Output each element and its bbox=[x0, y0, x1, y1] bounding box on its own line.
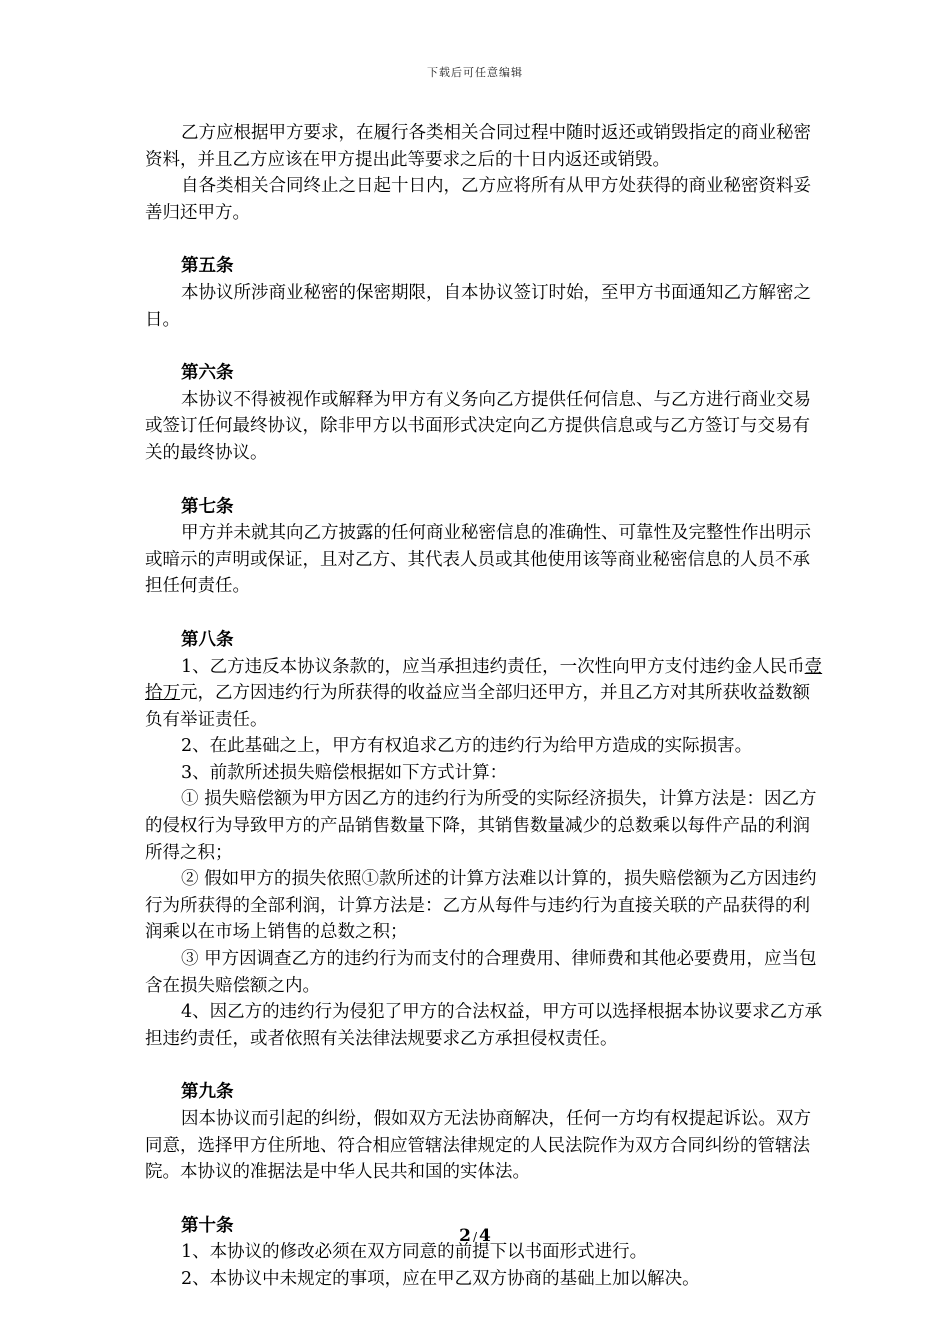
total-pages: 4 bbox=[479, 1226, 491, 1246]
article-10-title: 第十条 bbox=[181, 1215, 234, 1236]
article-8-title: 第八条 bbox=[181, 629, 234, 650]
article-9-title: 第九条 bbox=[181, 1082, 234, 1103]
article-5-title: 第五条 bbox=[181, 256, 234, 277]
page-number bbox=[0, 1226, 950, 1246]
paragraph: 自各类相关合同终止之日起十日内，乙方应将所有从甲方处获得的商业秘密资料妥善归还甲方。 bbox=[145, 176, 811, 223]
article-7-title: 第七条 bbox=[181, 496, 234, 517]
paragraph bbox=[145, 654, 825, 734]
paragraph: 1、本协议的修改必须在双方同意的前提下以书面形式进行。 bbox=[181, 1242, 648, 1263]
paragraph: 3、前款所述损失赔偿根据如下方式计算： bbox=[181, 762, 508, 783]
paragraph: ③ 甲方因调查乙方的违约行为而支付的合理费用、律师费和其他必要费用，应当包含在损失赔偿额之内。 bbox=[145, 949, 817, 996]
penalty-amount: 壹拾万 bbox=[145, 656, 823, 704]
page-header: 下载后可任意编辑 bbox=[427, 66, 523, 79]
document-body bbox=[145, 120, 825, 1293]
paragraph: 2、在此基础之上，甲方有权追求乙方的违约行为给甲方造成的实际损害。 bbox=[181, 736, 753, 757]
paragraph: 2、本协议中未规定的事项，应在甲乙双方协商的基础上加以解决。 bbox=[181, 1268, 700, 1289]
paragraph: ② 假如甲方的损失依照①款所述的计算方法难以计算的，损失赔偿额为乙方因违约行为所获得的全部利润，计算方法是：乙方从每件与违约行为直接关联的产品获得的利润乘以在市场上销售的总数之积； bbox=[145, 869, 817, 943]
current-page: 2 bbox=[459, 1226, 471, 1246]
article-6-title: 第六条 bbox=[181, 363, 234, 384]
paragraph: 4、因乙方的违约行为侵犯了甲方的合法权益，甲方可以选择根据本协议要求乙方承担违约责任，或者依照有关法律法规要求乙方承担侵权责任。 bbox=[145, 1002, 823, 1049]
paragraph: 因本协议而引起的纠纷，假如双方无法协商解决，任何一方均有权提起诉讼。双方同意，选择甲方住所地、符合相应管辖法律规定的人民法院作为双方合同纠纷的管辖法院。本协议的准据法是中华人民共和国的实体法。 bbox=[145, 1109, 811, 1183]
page-separator: / bbox=[472, 1230, 478, 1244]
text-run: 元，乙方因违约行为所获得的收益应当全部归还甲方，并且乙方对其所获收益数额负有举证责任。 bbox=[145, 683, 810, 730]
paragraph: 甲方并未就其向乙方披露的任何商业秘密信息的准确性、可靠性及完整性作出明示或暗示的声明或保证，且对乙方、其代表人员或其他使用该等商业秘密信息的人员不承担任何责任。 bbox=[145, 523, 811, 597]
text-run: 1、乙方违反本协议条款的，应当承担违约责任，一次性向甲方支付违约金人民币 bbox=[181, 656, 805, 677]
paragraph: ① 损失赔偿额为甲方因乙方的违约行为所受的实际经济损失，计算方法是：因乙方的侵权行为导致甲方的产品销售数量下降，其销售数量减少的总数乘以每件产品的利润所得之积； bbox=[145, 789, 817, 863]
paragraph: 本协议所涉商业秘密的保密期限，自本协议签订时始，至甲方书面通知乙方解密之日。 bbox=[145, 282, 811, 330]
paragraph: 乙方应根据甲方要求，在履行各类相关合同过程中随时返还或销毁指定的商业秘密资料，并且乙方应该在甲方提出此等要求之后的十日内返还或销毁。 bbox=[145, 123, 811, 170]
paragraph: 本协议不得被视作或解释为甲方有义务向乙方提供任何信息、与乙方进行商业交易或签订任何最终协议，除非甲方以书面形式决定向乙方提供信息或与乙方签订与交易有关的最终协议。 bbox=[145, 389, 811, 463]
